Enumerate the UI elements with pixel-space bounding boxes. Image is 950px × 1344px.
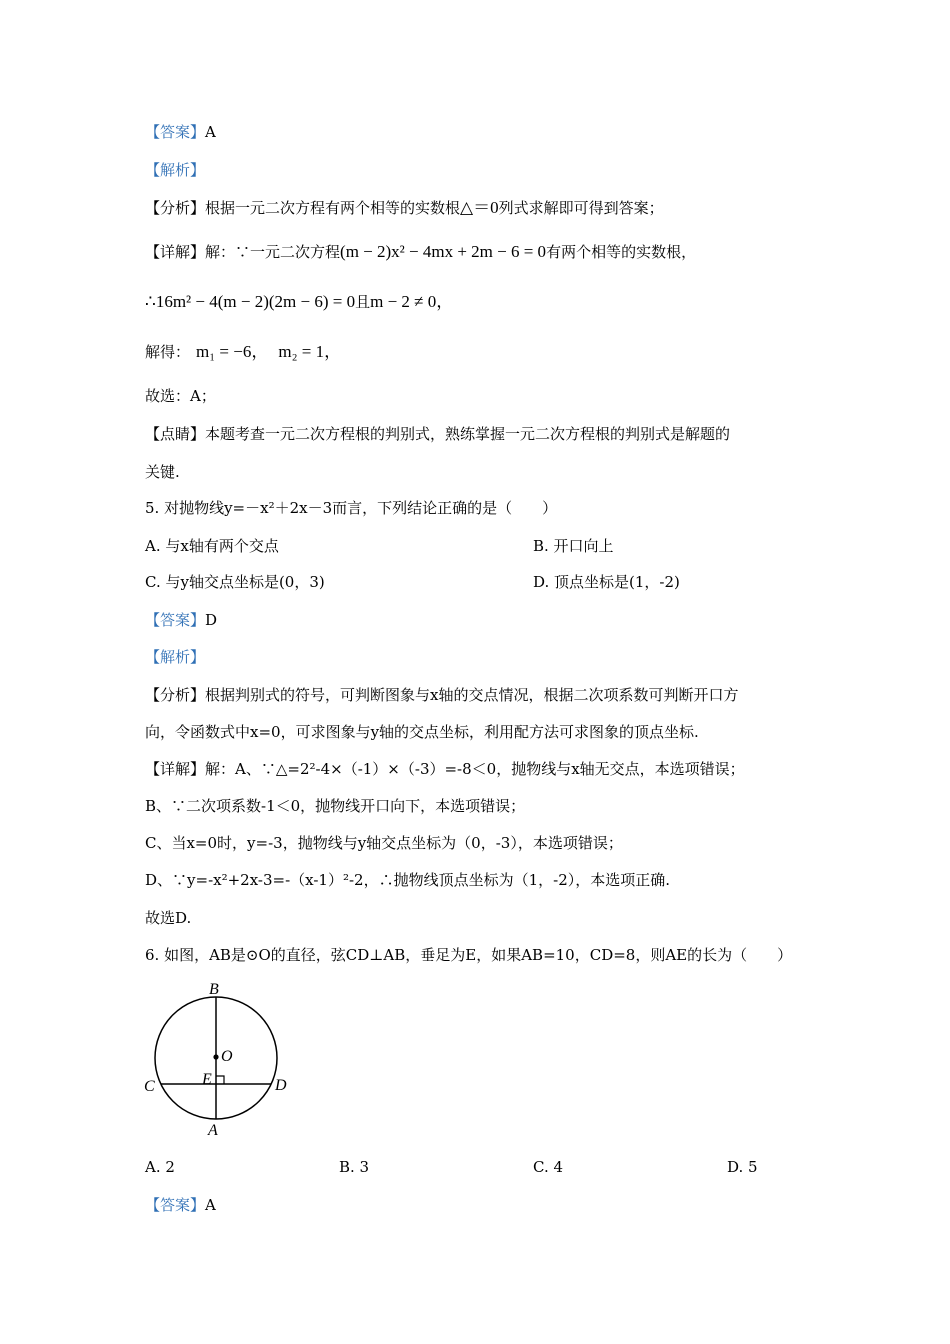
q6-circle-figure [140,975,300,1145]
q5-option-c: C. 与y轴交点坐标是(0，3) [145,573,325,591]
q4-answer-line [145,122,216,142]
q5-question [145,498,557,518]
q5-answer-tag: 【答案】 [145,611,206,629]
q5-option-a: A. 与x轴有两个交点 [145,537,279,555]
q5-question-text: 5. 对抛物线y=－x²＋2x－3而言，下列结论正确的是（ ） [145,499,558,517]
q5-fenxi-line-2 [145,722,699,742]
q5-option-d: D. 顶点坐标是(1，-2) [533,573,680,591]
q6-answer-value: A [205,1196,216,1214]
q4-therefore-equation: ∴16m² − 4(m − 2)(2m − 6) = 0 [145,292,356,311]
q4-solve-m2: m₂ = 1， [278,342,342,361]
q6-answer-line [145,1195,216,1215]
q5-answer-value: D [205,611,218,629]
q4-therefore-mid: 且 [355,293,371,311]
q4-detail-equation: (m − 2)x² − 4mx + 2m − 6 = 0 [340,242,547,261]
q5-analysis-line [145,647,205,667]
q6-option-c: C. 4 [533,1158,564,1176]
label-c: C [144,1078,155,1095]
q5-fenxi-line [145,685,738,705]
q4-dianjing-text-2: 关键. [145,463,180,481]
q5-detail-a-line [145,759,745,779]
q4-detail-tag: 【详解】 [145,243,206,261]
q4-choose-line [145,386,216,406]
q4-choose: 故选：A； [145,387,216,405]
q5-analysis-tag: 【解析】 [145,648,206,666]
q4-detail-post: 有两个相等的实数根， [546,243,697,261]
q6-question-text: 6. 如图，AB是⊙O的直径，弦CD⊥AB，垂足为E，如果AB=10，CD=8，则AE的长为（ ） [145,946,793,964]
q5-option-b: B. 开口向上 [533,537,614,555]
right-angle-mark [216,1076,224,1084]
q5-detail-tag: 【详解】 [145,760,206,778]
q6-answer-tag: 【答案】 [145,1196,206,1214]
q5-detail-d: D、∵y=-x²+2x-3=-（x-1）²-2，∴抛物线顶点坐标为（1，-2），本选项正确. [145,871,671,889]
label-a: A [208,1122,218,1139]
q4-answer-tag: 【答案】 [145,123,206,141]
q4-dianjing-line [145,424,730,444]
q4-fenxi-post: 列式求解即可得到答案； [498,199,664,217]
q4-answer-value: A [205,123,216,141]
q5-answer-line [145,610,217,630]
q4-dianjing-line-2 [145,462,180,482]
q5-detail-b: B、∵二次项系数-1＜0，抛物线开口向下，本选项错误； [145,797,526,815]
q4-dianjing-tag: 【点睛】 [145,425,206,443]
q4-solve-label: 解得： [145,343,191,361]
q5-fenxi-text: 根据判别式的符号，可判断图象与x轴的交点情况，根据二次项系数可判断开口方 [205,686,739,704]
q5-detail-a: 解：A、∵△=2²-4×（-1）×（-3）=-8＜0，抛物线与x轴无交点，本选项错误； [205,760,745,778]
q4-analysis-tag: 【解析】 [145,161,206,179]
q5-fenxi-tag: 【分析】 [145,686,206,704]
center-point [213,1054,218,1059]
q5-choose-line [145,908,191,928]
q5-detail-c: C、当x=0时，y=-3，抛物线与y轴交点坐标为（0，-3），本选项错误； [145,834,623,852]
q4-fenxi-pre: 根据一元二次方程有两个相等的实数根 [205,199,461,217]
label-e: E [202,1071,212,1088]
q5-detail-c-line [145,833,623,853]
q4-fenxi-delta: △＝0 [460,198,499,217]
q4-therefore-line [145,292,453,312]
q5-fenxi-text-2: 向，令函数式中x=0，可求图象与y轴的交点坐标，利用配方法可求图象的顶点坐标. [145,723,699,741]
label-b: B [209,981,219,998]
q6-option-d: D. 5 [727,1158,758,1176]
q4-dianjing-text: 本题考查一元二次方程根的判别式，熟练掌握一元二次方程根的判别式是解题的 [205,425,731,443]
q5-detail-d-line [145,870,670,890]
q5-choose: 故选D. [145,909,192,927]
q4-solve-m1: m₁ = −6， [196,342,269,361]
label-d: D [275,1077,287,1094]
q6-question [145,945,792,965]
q4-solve-line [145,342,341,362]
label-o: O [221,1048,233,1065]
q4-detail-pre: 解：∵一元二次方程 [205,243,341,261]
q4-analysis-line [145,160,205,180]
q6-option-b: B. 3 [339,1158,370,1176]
q4-fenxi-line [145,198,664,218]
q6-option-a: A. 2 [145,1158,175,1176]
q4-detail-line [145,242,696,262]
q5-detail-b-line [145,796,525,816]
q4-fenxi-tag: 【分析】 [145,199,206,217]
q4-therefore-equation-2: m − 2 ≠ 0， [370,292,454,311]
